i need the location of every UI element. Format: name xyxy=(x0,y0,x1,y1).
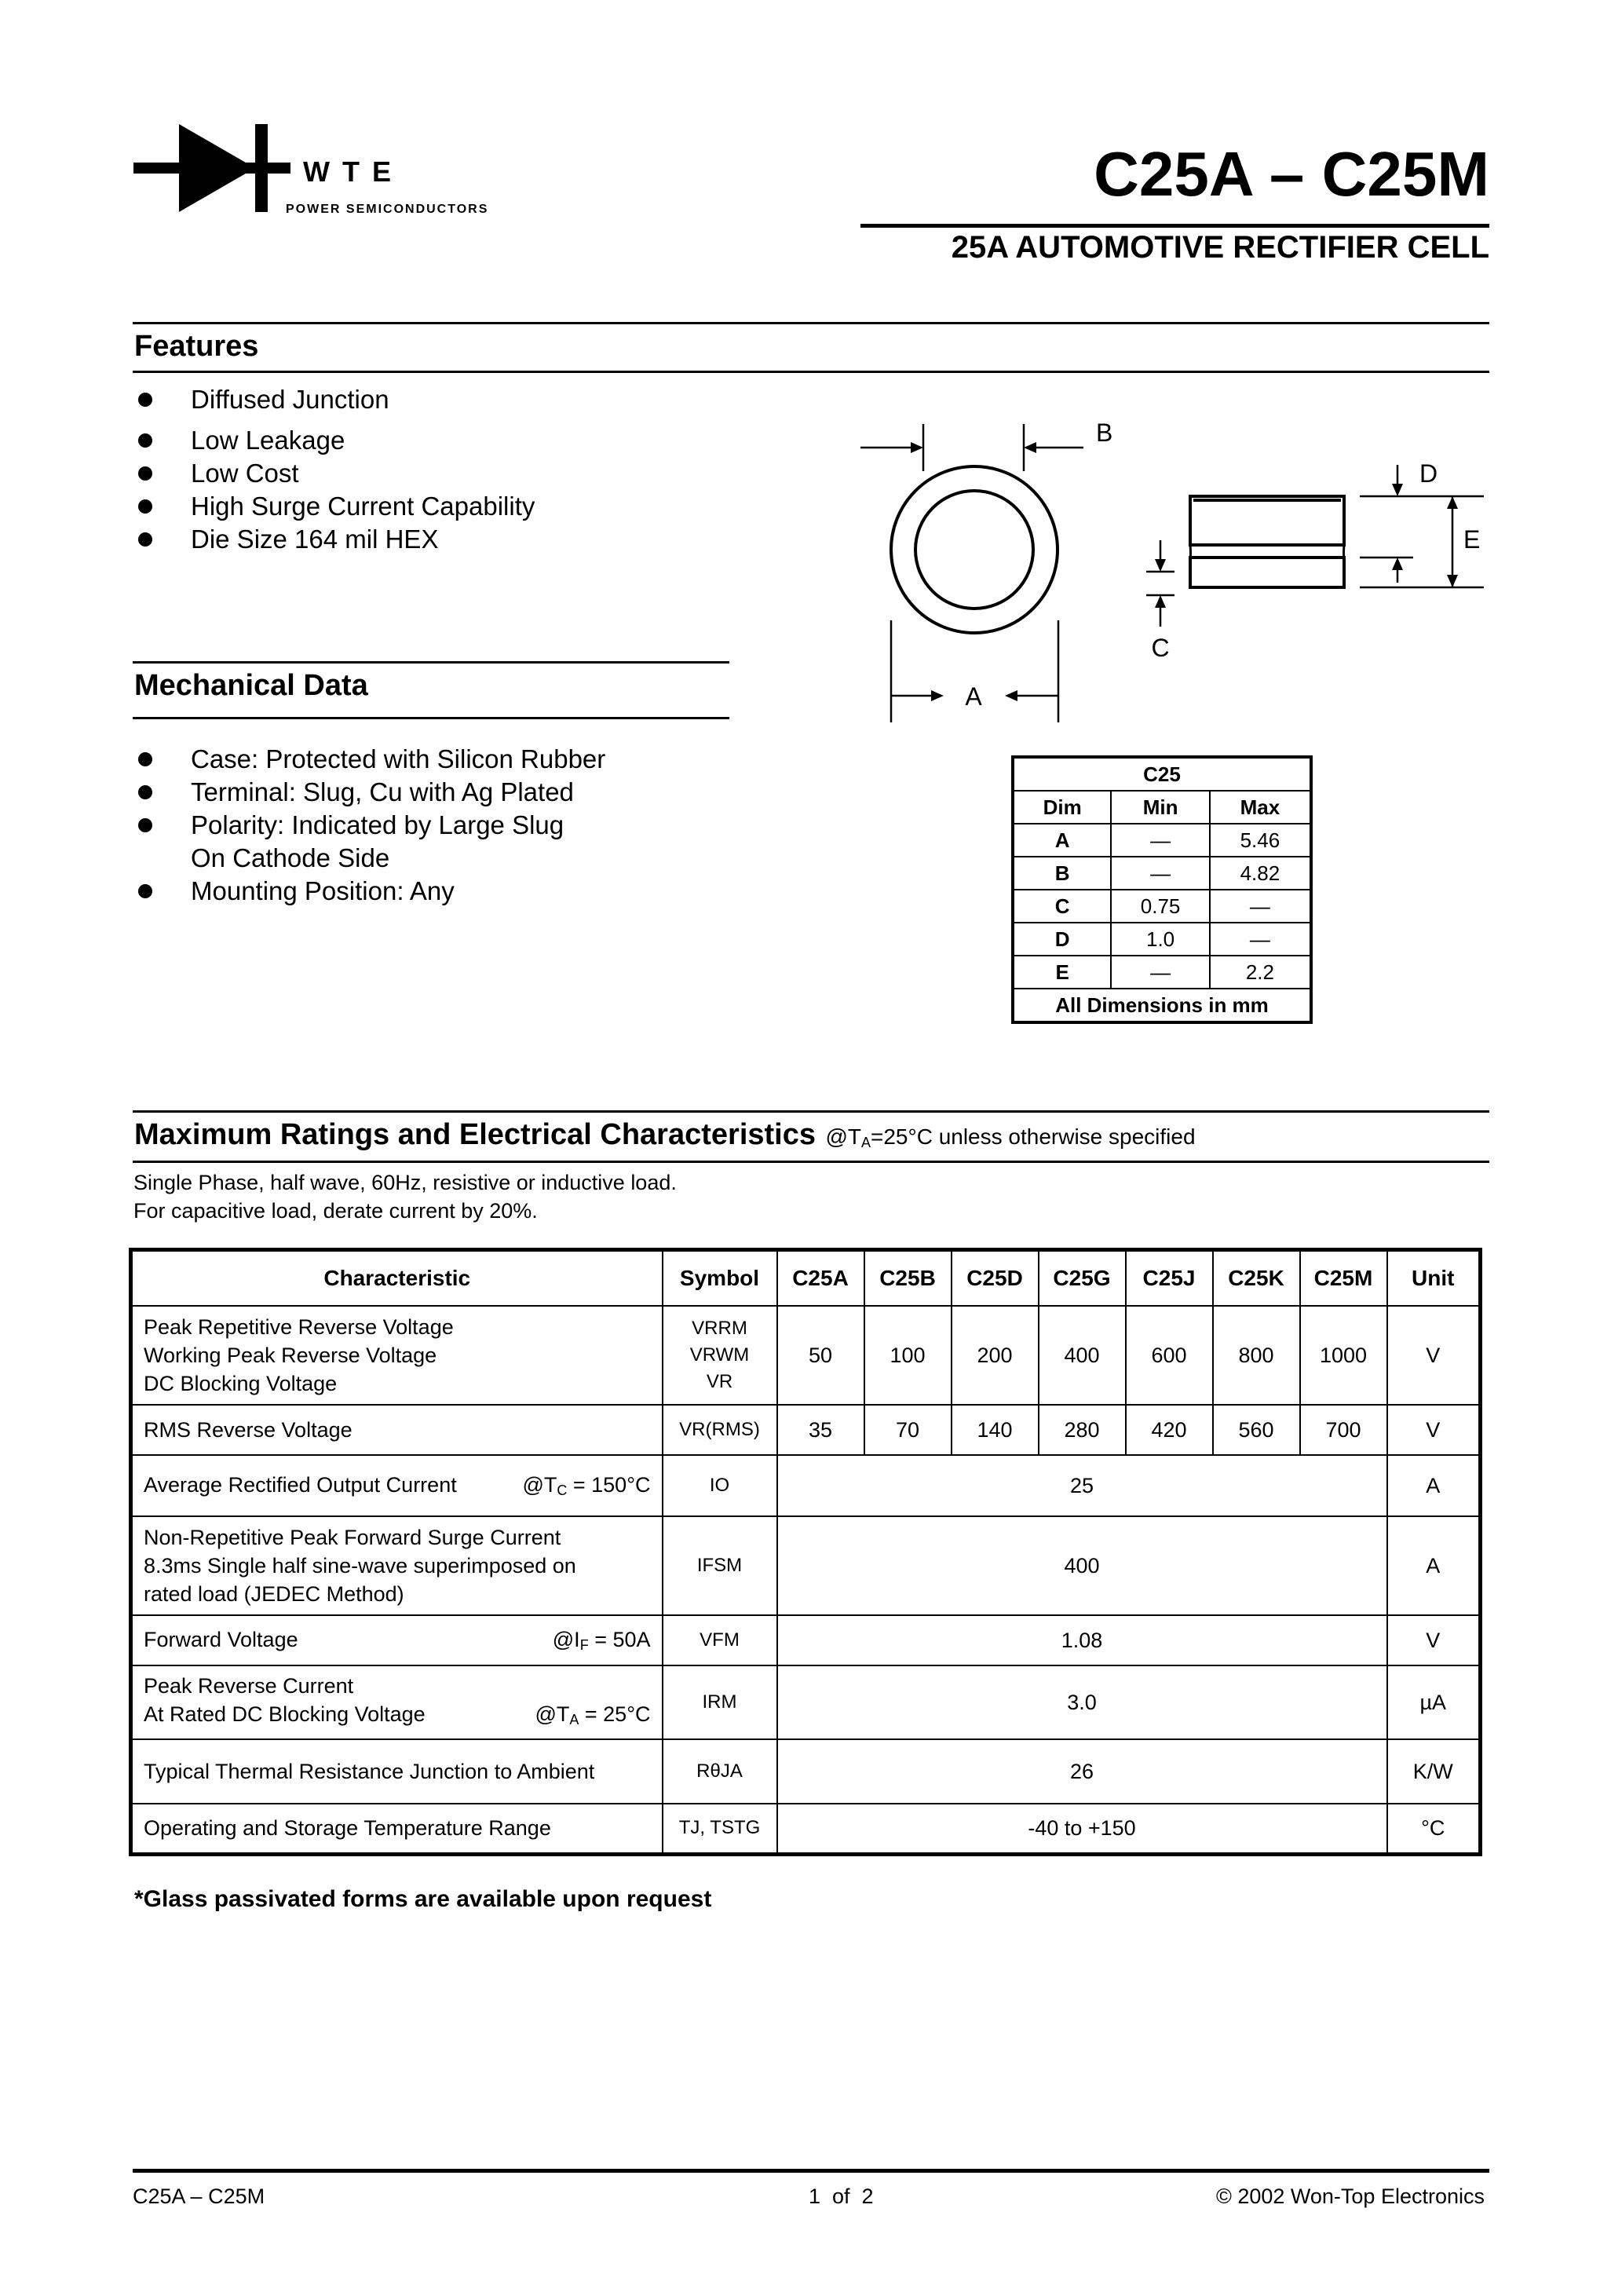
ratings-heading-line xyxy=(134,1118,1196,1152)
col-c25g: C25G xyxy=(1039,1250,1126,1307)
table-row: Typical Thermal Resistance Junction to Ambient RθJA 26 K/W xyxy=(131,1739,1481,1804)
ratings-table xyxy=(129,1248,1482,1856)
features-heading: Features xyxy=(134,330,259,363)
list-item: Diffused Junction xyxy=(133,383,730,416)
dim-label-e: E xyxy=(1463,525,1481,554)
list-item: Die Size 164 mil HEX xyxy=(133,523,730,556)
list-item: Terminal: Slug, Cu with Ag Plated xyxy=(133,776,730,809)
logo-name: WTE xyxy=(303,155,404,188)
footer-copyright: © 2002 Won-Top Electronics xyxy=(1215,2184,1485,2208)
dim-label-a: A xyxy=(965,682,982,711)
table-header-row xyxy=(131,1250,1481,1307)
bullet-icon xyxy=(138,393,152,407)
bullet-icon xyxy=(138,433,152,448)
footer-rule xyxy=(133,2169,1489,2173)
table-row: Average Rectified Output Current $@T_C = 150^\circ C$ IO 25 A xyxy=(131,1455,1481,1516)
logo-tagline: POWER SEMICONDUCTORS xyxy=(286,203,489,216)
title-rule xyxy=(860,224,1489,228)
bullet-icon xyxy=(138,466,152,481)
list-item: Low Cost xyxy=(133,457,730,490)
col-unit: Unit xyxy=(1387,1250,1481,1307)
list-item: High Surge Current Capability xyxy=(133,490,730,523)
bullet-icon xyxy=(138,785,152,799)
mech-rule-bottom xyxy=(133,717,729,719)
table-row: Forward Voltage $@I_F = 50A$ VFM 1.08 V xyxy=(131,1615,1481,1665)
col-c25a: C25A xyxy=(777,1250,864,1307)
col-c25k: C25K xyxy=(1213,1250,1300,1307)
dim-table-footer: All Dimensions in mm xyxy=(1013,989,1311,1022)
features-rule-bottom xyxy=(133,371,1489,373)
ratings-condition: $@T_A=25^\circ C$ unless otherwise specified xyxy=(825,1124,1196,1150)
inner-ring xyxy=(915,491,1033,609)
dim-header: Dim xyxy=(1013,791,1111,824)
mechanical-list xyxy=(133,743,730,908)
col-symbol: Symbol xyxy=(663,1250,777,1307)
dim-label-d: D xyxy=(1419,459,1438,488)
list-item: Low Leakage xyxy=(133,424,730,457)
table-row: C 0.75 — xyxy=(1013,890,1311,923)
ratings-rule-top xyxy=(133,1110,1489,1113)
bullet-icon xyxy=(138,499,152,514)
list-item: Mounting Position: Any xyxy=(133,875,730,908)
dim-header: Min xyxy=(1111,791,1209,824)
bullet-icon xyxy=(138,818,152,832)
dim-label-c: C xyxy=(1151,634,1170,662)
dimension-table xyxy=(1011,755,1313,1024)
ratings-note: Single Phase, half wave, 60Hz, resistive or inductive load. For capacitive load, derate current by 20%. xyxy=(133,1171,677,1223)
bullet-icon xyxy=(138,532,152,547)
ratings-heading: Maximum Ratings and Electrical Characteristics xyxy=(134,1118,816,1151)
footer-left: C25A – C25M xyxy=(133,2184,265,2208)
list-item: Polarity: Indicated by Large Slug On Cathode Side xyxy=(133,809,730,875)
glass-passivated-note: *Glass passivated forms are available upon request xyxy=(134,1886,712,1912)
mech-rule-top xyxy=(133,661,729,664)
ratings-rule-bottom xyxy=(133,1161,1489,1163)
table-row: E — 2.2 xyxy=(1013,956,1311,989)
features-rule-top xyxy=(133,322,1489,324)
col-c25d: C25D xyxy=(952,1250,1039,1307)
package-outline-diagram xyxy=(848,408,1507,730)
page-title: C25A – C25M xyxy=(1094,139,1489,209)
dim-header: Max xyxy=(1210,791,1311,824)
col-c25j: C25J xyxy=(1126,1250,1213,1307)
bullet-icon xyxy=(138,884,152,898)
page-subtitle: 25A AUTOMOTIVE RECTIFIER CELL xyxy=(951,230,1489,265)
features-list xyxy=(133,383,730,556)
bullet-icon xyxy=(138,752,152,766)
dim-label-b: B xyxy=(1096,419,1113,447)
list-item: Case: Protected with Silicon Rubber xyxy=(133,743,730,776)
mechanical-heading: Mechanical Data xyxy=(134,669,368,702)
table-row: Operating and Storage Temperature Range TJ, TSTG -40 to +150 °C xyxy=(131,1804,1481,1854)
col-c25m: C25M xyxy=(1300,1250,1387,1307)
dim-table-title: C25 xyxy=(1013,757,1311,791)
table-row: D 1.0 — xyxy=(1013,923,1311,956)
col-characteristic: Characteristic xyxy=(131,1250,663,1307)
table-row: RMS Reverse Voltage VR(RMS) 35 70 140 280 420 560 700 V xyxy=(131,1405,1481,1455)
table-row: A — 5.46 xyxy=(1013,824,1311,857)
table-row: B — 4.82 xyxy=(1013,857,1311,890)
wte-logo-icon xyxy=(133,118,290,220)
table-row: Peak Repetitive Reverse Voltage Working Peak Reverse Voltage DC Blocking Voltage VRRM VRWM VR 50 100 200 400 600 800 1000 V xyxy=(131,1306,1481,1405)
table-row: Non-Repetitive Peak Forward Surge Current 8.3ms Single half sine-wave superimposed on rated load (JEDEC Method) IFSM 400 A xyxy=(131,1516,1481,1615)
col-c25b: C25B xyxy=(864,1250,952,1307)
footer-page-number: 1 of 2 xyxy=(809,2184,874,2208)
table-row: Peak Reverse Current At Rated DC Blocking Voltage $@T_A = 25^\circ C$ IRM 3.0 µA xyxy=(131,1665,1481,1739)
